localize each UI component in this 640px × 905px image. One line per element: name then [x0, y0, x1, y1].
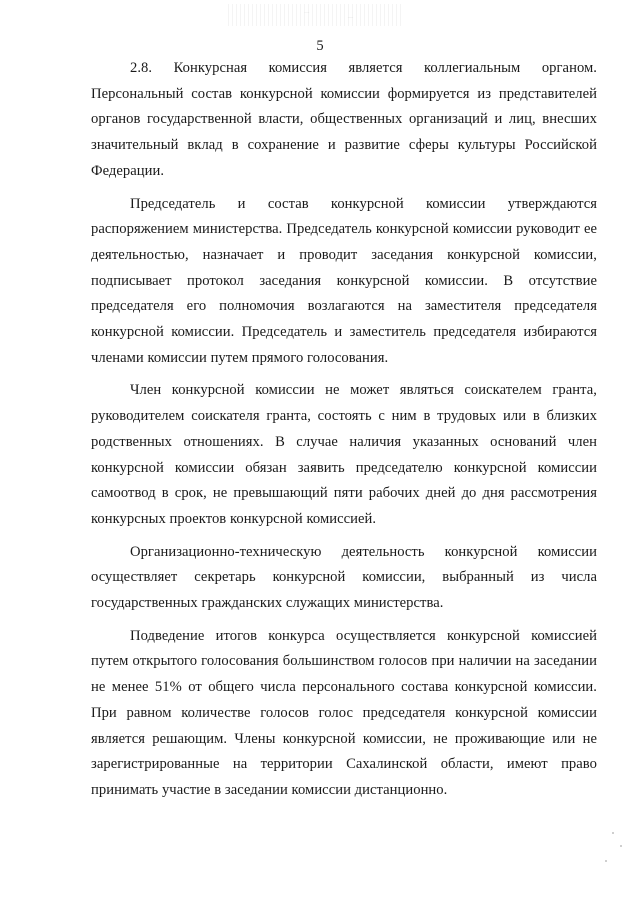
paragraph-member-restrictions: Член конкурсной комиссии не может являться соискателем гранта, руководителем соискателя гранта, состоять с ним в трудовых или в близких родственных отношениях. В случае наличия указанных оснований член конкурсной комиссии обязан заявить председателю конкурсной комиссии самоотвод в срок, не превышающий пяти рабочих дней до дня рассмотрения конкурсных проектов конкурсной комиссией.	[91, 382, 597, 527]
scan-artifact	[228, 4, 403, 26]
paragraph-voting: Подведение итогов конкурса осуществляется конкурсной комиссией путем открытого голосования большинством голосов при наличии на заседании не менее 51% от общего числа персонального состава конкурсной комиссии. При равном количестве голосов голос председателя конкурсной комиссии является решающим. Члены конкурсной комиссии, не проживающие или не зарегистрированные на территории Сахалинской области, имеют право принимать участие в заседании комиссии дистанционно.	[91, 627, 597, 798]
document-body	[91, 56, 597, 804]
scan-speck	[612, 832, 614, 834]
scan-speck	[605, 860, 607, 862]
paragraph-chair-composition: Председатель и состав конкурсной комиссии утверждаются распоряжением министерства. Председатель конкурсной комиссии руководит ее деятельностью, назначает и проводит заседания конкурсной комиссии, подписывает протокол заседания конкурсной комиссии. В отсутствие председателя его полномочия возлагаются на заместителя председателя конкурсной комиссии. Председатель и заместитель председателя избираются членами комиссии путем прямого голосования.	[91, 195, 597, 366]
paragraph-2-8: 2.8. Конкурсная комиссия является коллегиальным органом. Персональный состав конкурсной комиссии формируется из представителей органов государственной власти, общественных организаций и лиц, внесших значительный вклад в сохранение и развитие сферы культуры Российской Федерации.	[91, 60, 597, 179]
page-number: 5	[316, 38, 324, 54]
scan-speck	[620, 845, 622, 847]
paragraph-secretary: Организационно-техническую деятельность конкурсной комиссии осуществляет секретарь конкурсной комиссии, выбранный из числа государственных гражданских служащих министерства.	[91, 543, 597, 612]
